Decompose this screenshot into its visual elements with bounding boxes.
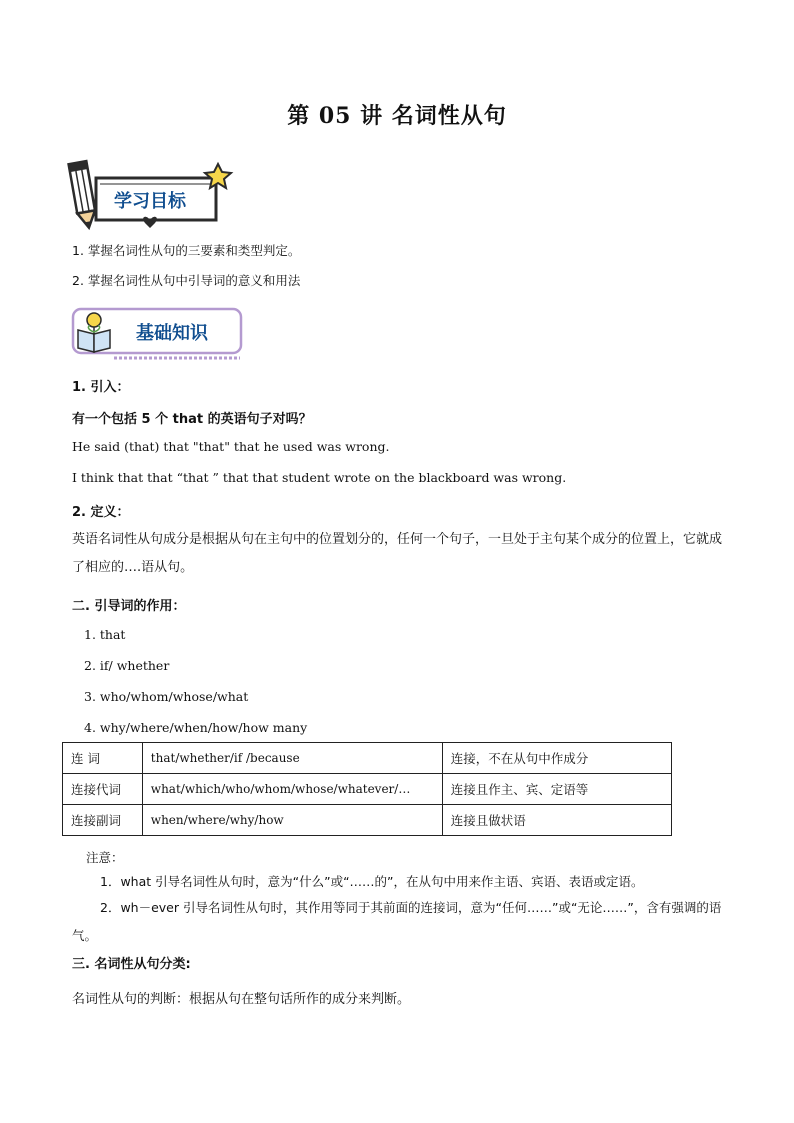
table-row [63,805,672,836]
connector-table [62,742,672,836]
notes-heading: 注意： [86,850,124,865]
intro-heading: 1. 引入： [72,380,130,395]
classification-text: 名词性从句的判断：根据从句在整句话所作的成分来判断。 [72,992,411,1007]
table-cell: 连接副词 [63,805,143,836]
table-cell: 连接且做状语 [442,805,671,836]
basics-badge [70,306,246,362]
classification-heading: 三. 名词性从句分类: [72,957,191,972]
example-sentence: He said (that) that "that" that he used was wrong. [72,439,390,454]
definition-heading: 2. 定义： [72,505,130,520]
table-cell: what/which/who/whom/whose/whatever/… [142,774,442,805]
table-cell: that/whether/if /because [142,743,442,774]
table-cell: 连接，不在从句中作成分 [442,743,671,774]
objective-item: 2. 掌握名词性从句中引导词的意义和用法 [72,273,301,288]
page-title: 第 05 讲 名词性从句 [287,103,507,129]
table-cell: when/where/why/how [142,805,442,836]
table-row [63,774,672,805]
table-cell: 连接代词 [63,774,143,805]
objectives-badge-label: 学习目标 [114,191,186,212]
example-sentence: I think that that “that ” that that student wrote on the blackboard was wrong. [72,470,567,485]
connectors-heading: 二. 引导词的作用： [72,599,186,614]
connector-item: 3. who/whom/whose/what [84,689,249,704]
table-cell: 连接且作主、宾、定语等 [442,774,671,805]
table-row [63,743,672,774]
definition-text: 英语名词性从句成分是根据从句在主句中的位置划分的，任何一个句子，一旦处于主句某个成分的位置上，它就成了相应的….语从句。 [72,532,723,575]
objective-item: 1. 掌握名词性从句的三要素和类型判定。 [72,243,301,258]
note-item: 2．wh－ever 引导名词性从句时，其作用等同于其前面的连接词，意为“任何……”或“无论……”，含有强调的语气。 [72,900,722,943]
connector-item: 4. why/where/when/how/how many [84,720,308,735]
intro-question: 有一个包括 5 个 that 的英语句子对吗？ [72,412,312,427]
objectives-badge [66,156,236,232]
connector-item: 2. if/ whether [84,658,170,673]
connector-item: 1. that [84,627,126,642]
note-item: 1．what 引导名词性从句时，意为“什么”或“……的”，在从句中用来作主语、宾语、表语或定语。 [100,874,644,889]
table-cell: 连 词 [63,743,143,774]
basics-badge-label: 基础知识 [136,323,208,344]
